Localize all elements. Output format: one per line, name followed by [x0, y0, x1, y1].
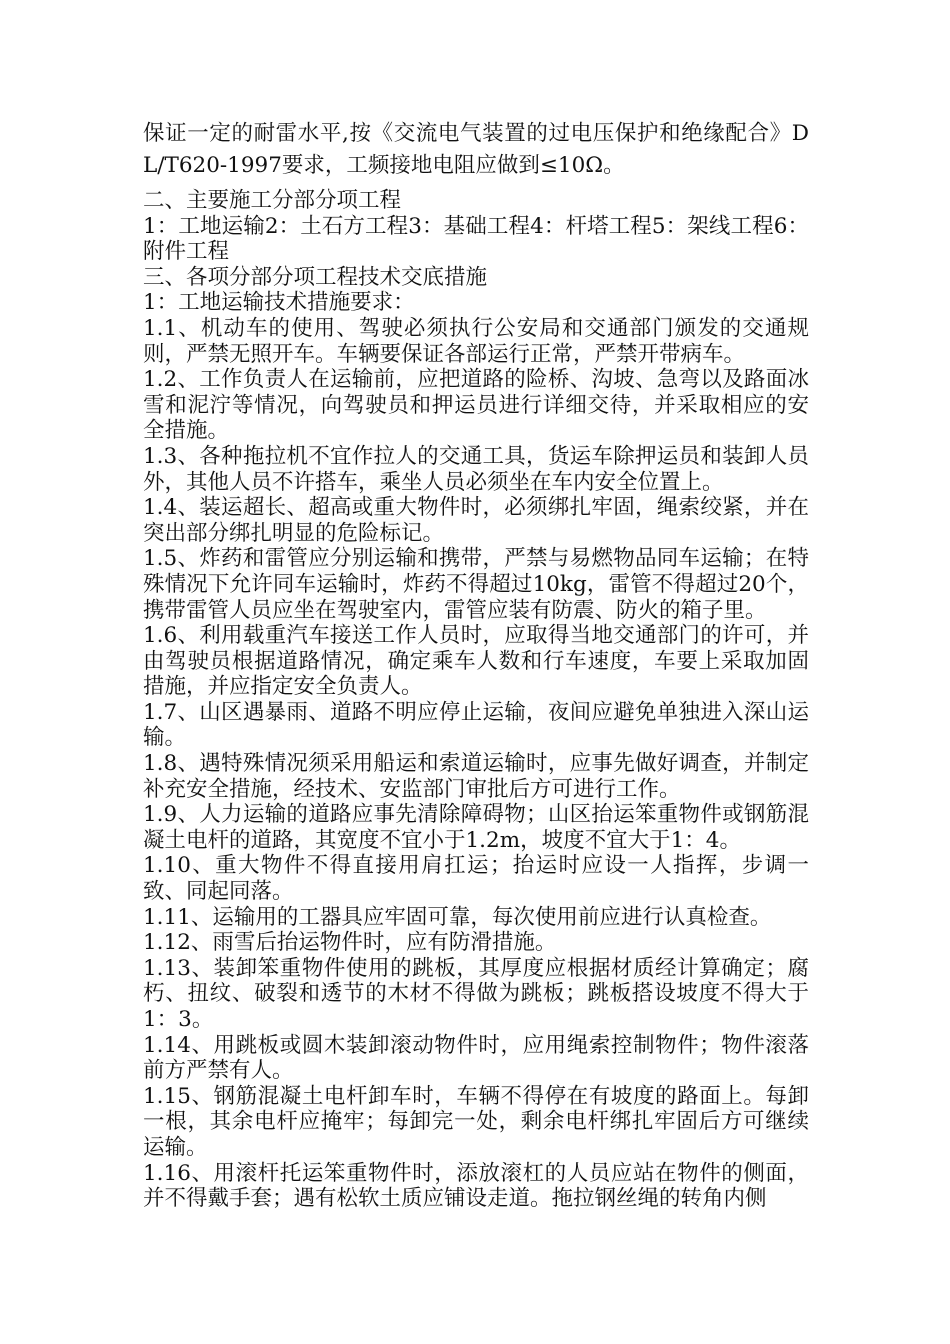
clause-1-15: 1.15、钢筋混凝土电杆卸车时，车辆不得停在有坡度的路面上。每卸一根，其余电杆应掩牢；每卸完一处，剩余电杆绑扎牢固后方可继续运输。: [143, 1083, 809, 1160]
clause-1-5: 1.5、炸药和雷管应分别运输和携带，严禁与易燃物品同车运输；在特殊情况下允许同车运输时，炸药不得超过10kg，雷管不得超过20个，携带雷管人员应坐在驾驶室内，雷管应装有防震、防火的箱子里。: [143, 546, 809, 623]
subsection-heading-transport: 1：工地运输技术措施要求：: [143, 290, 415, 316]
clause-1-13: 1.13、装卸笨重物件使用的跳板，其厚度应根据材质经计算确定；腐朽、扭纹、破裂和透节的木材不得做为跳板；跳板搭设坡度不得大于1：3。: [143, 955, 809, 1032]
clause-1-11: 1.11、运输用的工器具应牢固可靠，每次使用前应进行认真检查。: [143, 904, 772, 930]
clause-1-7: 1.7、山区遇暴雨、道路不明应停止运输，夜间应避免单独进入深山运输。: [143, 699, 809, 751]
intro-paragraph: 保证一定的耐雷水平,按《交流电气装置的过电压保护和绝缘配合》DL/T620-1997要求，工频接地电阻应做到≤10Ω。: [143, 121, 809, 178]
clause-1-1: 1.1、机动车的使用、驾驶必须执行公安局和交通部门颁发的交通规则，严禁无照开车。车辆要保证各部运行正常，严禁开带病车。: [143, 315, 809, 367]
clause-1-3: 1.3、各种拖拉机不宜作拉人的交通工具，货运车除押运员和装卸人员外，其他人员不许搭车，乘坐人员必须坐在车内安全位置上。: [143, 443, 809, 495]
clause-1-16: 1.16、用滚杆托运笨重物件时，添放滚杠的人员应站在物件的侧面，并不得戴手套；遇有松软土质应铺设走道。拖拉钢丝绳的转角内侧: [143, 1160, 809, 1212]
section-heading-main-works: 二、主要施工分部分项工程: [143, 188, 402, 213]
clause-1-10: 1.10、重大物件不得直接用肩扛运；抬运时应设一人指挥，步调一致、同起同落。: [143, 853, 809, 905]
works-list: 1：工地运输2：土石方工程3：基础工程4：杆塔工程5：架线工程6：附件工程: [143, 213, 809, 265]
clause-1-6: 1.6、利用载重汽车接送工作人员时，应取得当地交通部门的许可，并由驾驶员根据道路情况，确定乘车人数和行车速度，车要上采取加固措施，并应指定安全负责人。: [143, 623, 809, 700]
clause-1-9: 1.9、人力运输的道路应事先清除障碍物；山区抬运笨重物件或钢筋混凝土电杆的道路，其宽度不宜小于1.2m，坡度不宜大于1：4。: [143, 802, 809, 853]
clause-1-4: 1.4、装运超长、超高或重大物件时，必须绑扎牢固，绳索绞紧，并在突出部分绑扎明显的危险标记。: [143, 495, 809, 546]
clause-1-2: 1.2、工作负责人在运输前，应把道路的险桥、沟坡、急弯以及路面冰雪和泥泞等情况，向驾驶员和押运员进行详细交待，并采取相应的安全措施。: [143, 367, 809, 444]
section-heading-technical-measures: 三、各项分部分项工程技术交底措施: [143, 264, 488, 290]
clause-1-14: 1.14、用跳板或圆木装卸滚动物件时，应用绳索控制物件；物件滚落前方严禁有人。: [143, 1032, 809, 1084]
document-body: [143, 118, 809, 1212]
clause-1-12: 1.12、雨雪后抬运物件时，应有防滑措施。: [143, 930, 557, 956]
clause-1-8: 1.8、遇特殊情况须采用船运和索道运输时，应事先做好调查，并制定补充安全措施，经技术、安监部门审批后方可进行工作。: [143, 751, 809, 802]
